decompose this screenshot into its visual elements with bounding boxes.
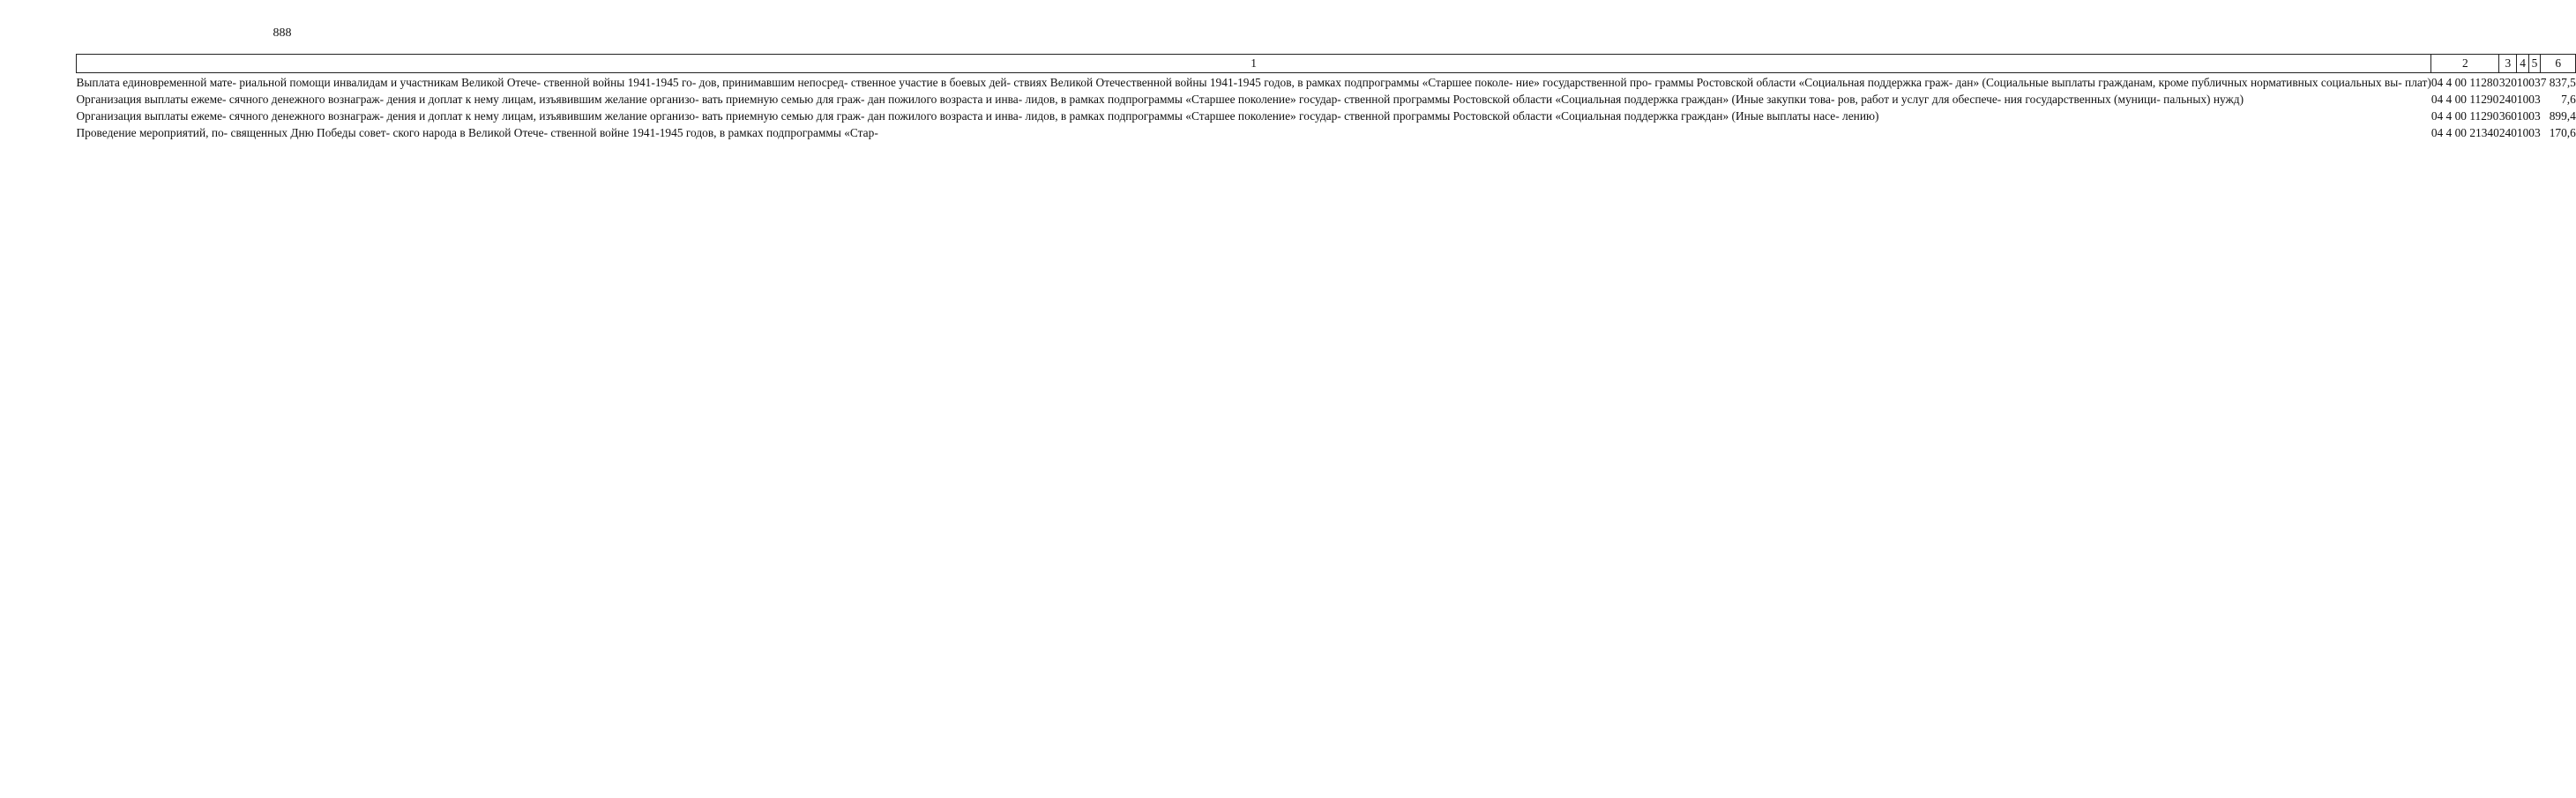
row-expense-type: 320 xyxy=(2498,76,2517,89)
row-expense-type: 360 xyxy=(2498,108,2517,123)
description-line: дан пожилого возраста и инва- xyxy=(867,108,1023,123)
row-expense-type: 240 xyxy=(2498,125,2517,139)
description-line: гражданам, кроме публичных xyxy=(2098,76,2248,89)
description-line: ров, работ и услуг для обеспече- xyxy=(1837,92,2002,106)
row-description xyxy=(77,107,2431,123)
description-line: сячного денежного вознаграж- xyxy=(228,92,385,106)
row-budget-code: 04 4 00 11290 xyxy=(2430,92,2499,106)
description-line: ние» государственной про- xyxy=(1515,76,1653,89)
description-line: Проведение мероприятий, по- xyxy=(76,125,228,139)
table-row xyxy=(77,107,2576,123)
header-col-6: 6 xyxy=(2541,55,2576,73)
description-line: Организация выплаты ежеме- xyxy=(76,108,227,123)
description-line: Организация выплаты ежеме- xyxy=(76,92,227,106)
table-row xyxy=(77,123,2576,140)
header-col-2: 2 xyxy=(2431,55,2499,73)
description-line: сячного денежного вознаграж- xyxy=(228,108,385,123)
header-col-5: 5 xyxy=(2528,55,2540,73)
description-line: подпрограммы «Старшее поколе- xyxy=(1344,76,1513,89)
row-budget-code: 04 4 00 11280 xyxy=(2430,76,2499,89)
row-budget-code: 04 4 00 21340 xyxy=(2430,125,2499,139)
description-line: области «Социальная поддержка xyxy=(1512,108,1678,123)
description-line: дения и доплат к нему лицам, xyxy=(386,92,537,106)
description-line: «Старшее поколение» государ- xyxy=(1185,92,1341,106)
description-line: лению) xyxy=(1842,108,1879,123)
description-line: дов, принимавшим непосред- xyxy=(698,76,848,89)
row-section: 10 xyxy=(2516,108,2529,123)
description-line: «Социальная поддержка граж- xyxy=(1798,76,1953,89)
row-section: 10 xyxy=(2516,76,2529,89)
description-line: Выплата единовременной мате- xyxy=(76,76,236,89)
table-row xyxy=(77,73,2576,90)
header-col-1: 1 xyxy=(77,55,2431,73)
budget-table xyxy=(76,54,2576,140)
row-budget-code: 04 4 00 11290 xyxy=(2430,108,2499,123)
row-amount: 7,6 xyxy=(2561,92,2576,106)
description-line: ствиях Великой Отечественной xyxy=(1013,76,1172,89)
row-subsection: 03 xyxy=(2528,125,2541,139)
description-line: ственной войны 1941-1945 го- xyxy=(543,76,697,89)
row-description xyxy=(77,73,2431,90)
description-line: войны 1941-1945 годов, в рамках xyxy=(1175,76,1341,89)
description-line: ственной программы Ростовской xyxy=(1344,108,1510,123)
description-line: ния государственных (муници- xyxy=(2004,92,2161,106)
description-line: лидов, в рамках подпрограммы xyxy=(1025,108,1183,123)
description-line: ского народа в Великой Отече- xyxy=(392,125,549,139)
row-description xyxy=(77,90,2431,107)
row-subsection: 03 xyxy=(2528,92,2541,106)
table-row xyxy=(77,90,2576,107)
description-line: пальных) нужд) xyxy=(2163,92,2244,106)
description-line: вать приемную семью для граж- xyxy=(701,108,865,123)
description-line: изъявившим желание организо- xyxy=(539,92,699,106)
description-line: лидов, в рамках подпрограммы xyxy=(1025,92,1183,106)
description-line: участникам Великой Отече- xyxy=(399,76,541,89)
description-line: дения и доплат к нему лицам, xyxy=(386,108,537,123)
header-col-3: 3 xyxy=(2499,55,2517,73)
description-line: в рамках подпрограммы «Стар- xyxy=(719,125,878,139)
description-line: граждан» (Иные закупки това- xyxy=(1681,92,1835,106)
description-line: дан» (Социальные выплаты xyxy=(1955,76,2095,89)
description-line: вать приемную семью для граж- xyxy=(701,92,865,106)
row-amount: 7 837,5 xyxy=(2540,76,2576,89)
description-line: нормативных социальных вы- xyxy=(2251,76,2402,89)
row-subsection: 03 xyxy=(2528,108,2541,123)
row-amount: 899,4 xyxy=(2549,108,2576,123)
description-line: граждан» (Иные выплаты насе- xyxy=(1681,108,1840,123)
description-line: ственной программы Ростовской xyxy=(1344,92,1510,106)
description-line: риальной помощи инвалидам и xyxy=(239,76,398,89)
header-row xyxy=(77,55,2576,73)
table-body xyxy=(77,73,2576,140)
row-description xyxy=(77,123,2431,140)
description-line: граммы Ростовской области xyxy=(1654,76,1796,89)
row-section: 10 xyxy=(2516,92,2529,106)
description-line: изъявившим желание организо- xyxy=(539,108,699,123)
row-amount: 170,6 xyxy=(2549,125,2576,139)
row-subsection: 03 xyxy=(2528,76,2541,89)
description-line: «Старшее поколение» государ- xyxy=(1185,108,1341,123)
description-line: ственное участие в боевых дей- xyxy=(850,76,1011,89)
description-line: дан пожилого возраста и инва- xyxy=(867,92,1023,106)
row-expense-type: 240 xyxy=(2498,92,2517,106)
description-line: священных Дню Победы совет- xyxy=(230,125,391,139)
description-line: плат) xyxy=(2405,76,2431,89)
page-number: 888 xyxy=(273,26,292,40)
description-line: области «Социальная поддержка xyxy=(1512,92,1678,106)
header-col-4: 4 xyxy=(2517,55,2528,73)
description-line: ственной войне 1941-1945 годов, xyxy=(550,125,717,139)
row-section: 10 xyxy=(2516,125,2529,139)
